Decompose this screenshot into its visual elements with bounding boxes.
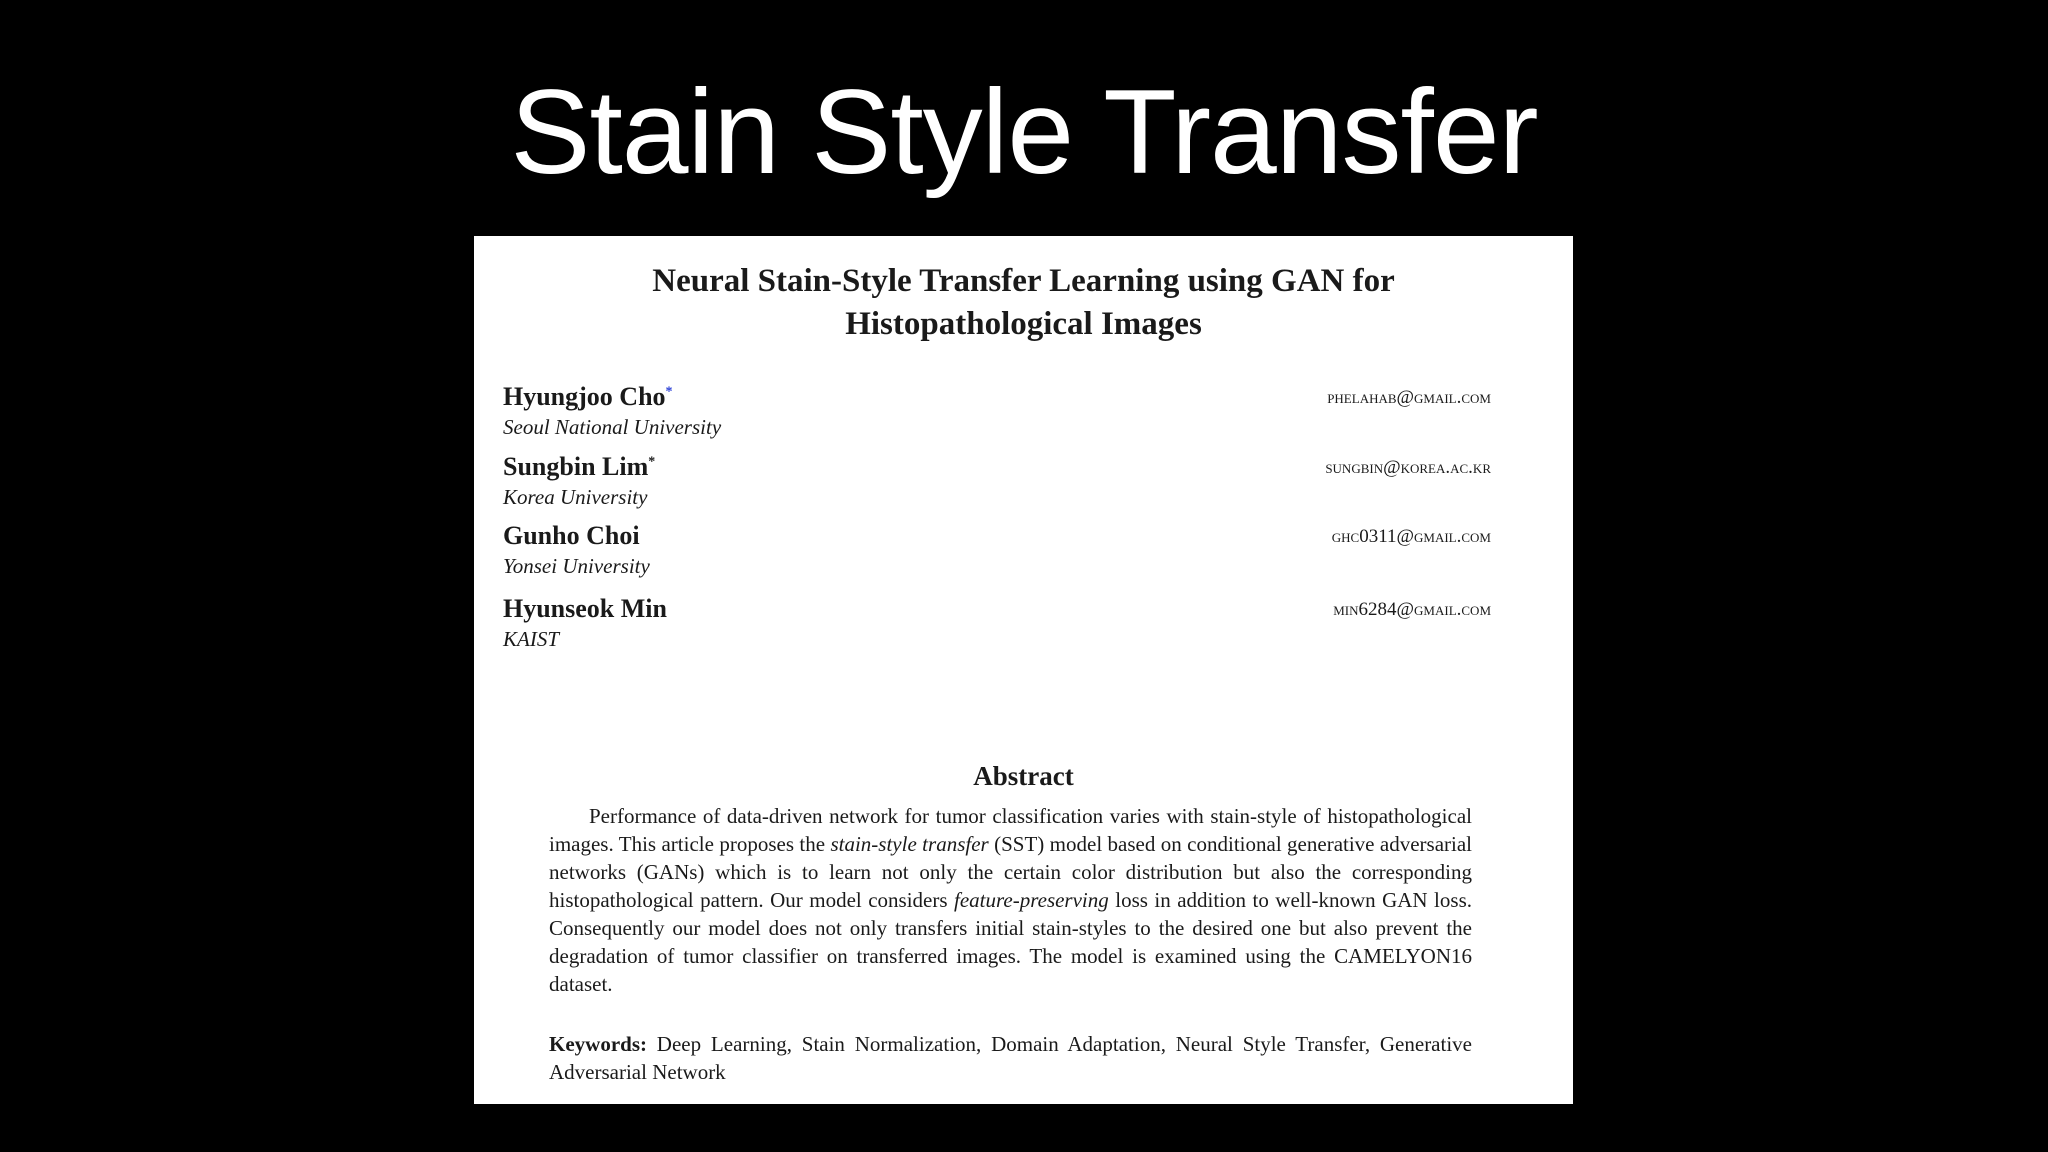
author-affiliation: Yonsei University [503, 554, 650, 578]
paper-title [474, 260, 1573, 346]
author-name: Sungbin Lim* [503, 452, 656, 481]
author-affiliation: Korea University [503, 485, 648, 509]
paper-title-line-1: Neural Stain-Style Transfer Learning using GAN for [652, 263, 1395, 299]
paper-screenshot [474, 236, 1573, 1104]
footnote-mark: * [648, 454, 656, 470]
author-name: Hyungjoo Cho* [503, 382, 673, 411]
slide-title: Stain Style Transfer [510, 65, 1538, 199]
author-email: sungbin@korea.ac.kr [1325, 457, 1491, 478]
author-affiliation: KAIST [503, 627, 560, 651]
keywords-text: Deep Learning, Stain Normalization, Domain Adaptation, Neural Style Transfer, Generative Adversarial Network [549, 1032, 1472, 1084]
abstract-heading: Abstract [973, 761, 1074, 791]
keywords-label: Keywords: [549, 1032, 647, 1056]
author-email: phelahab@gmail.com [1327, 387, 1491, 408]
abstract-body: Performance of data-driven network for tumor classification varies with stain-style of histopathological images. This article proposes the stain-style transfer (SST) model based on conditional generative adversarial networks (GANs) which is to learn not only the certain color distribution but also the corresponding histopathological pattern. Our model considers feature-preserving loss in addition to well-known GAN loss. Consequently our model does not only transfers initial stain-styles to the desired one but also prevent the degradation of tumor classifier on transferred images. The model is examined using the CAMELYON16 dataset. [549, 804, 1473, 996]
author-email: min6284@gmail.com [1333, 599, 1491, 620]
author-name: Gunho Choi [503, 521, 640, 550]
keywords [549, 1030, 1472, 1086]
author-name: Hyunseok Min [503, 594, 667, 623]
paper-title-line-2: Histopathological Images [845, 306, 1202, 342]
author-email: ghc0311@gmail.com [1331, 526, 1491, 547]
author-affiliation: Seoul National University [503, 415, 722, 439]
footnote-mark: * [665, 384, 673, 400]
